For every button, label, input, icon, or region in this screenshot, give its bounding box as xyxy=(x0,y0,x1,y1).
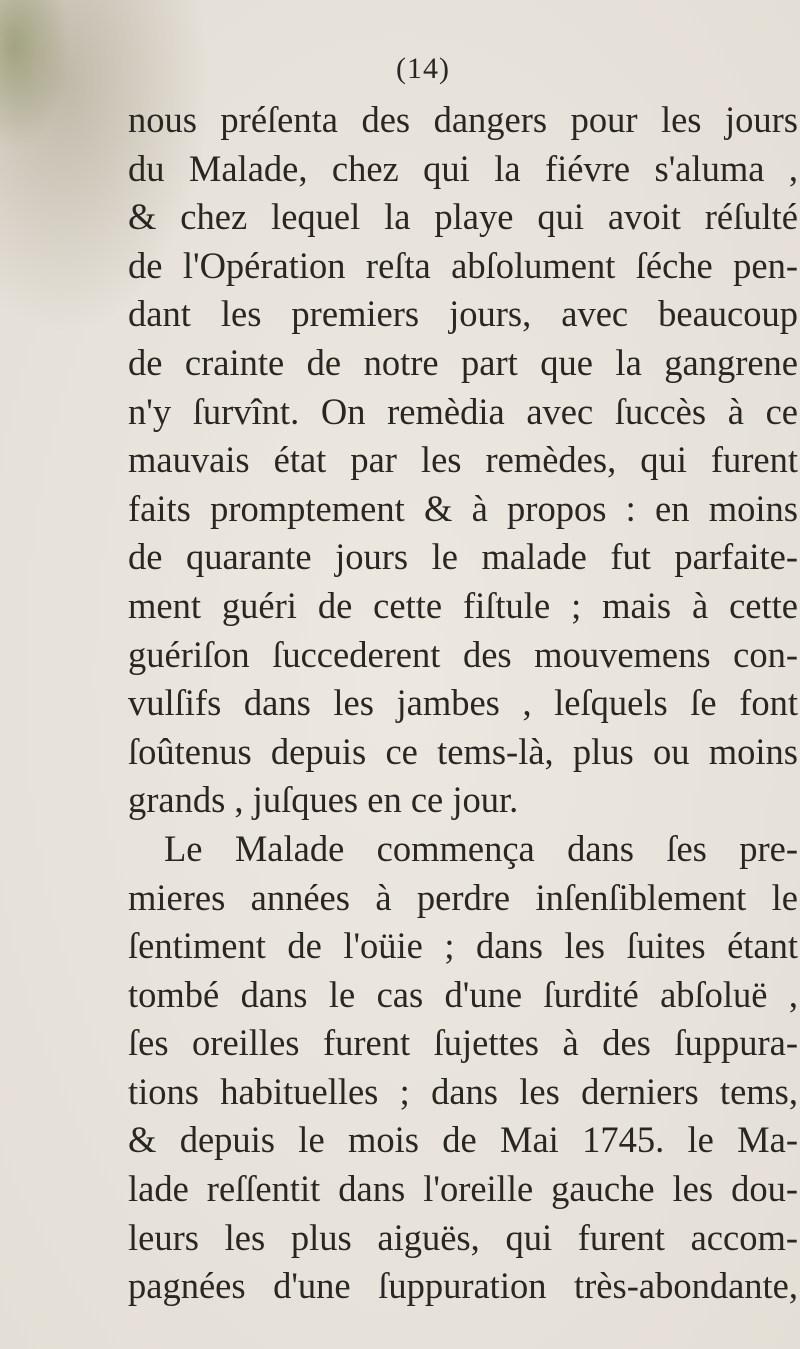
body-text xyxy=(128,96,798,1311)
text-line: n'y ſurvînt. On remèdia avec ſuccès à ce xyxy=(128,390,798,432)
text-line: ment guéri de cette fiſtule ; mais à cette xyxy=(128,584,798,626)
text-line: guériſon ſuccederent des mouvemens con- xyxy=(128,633,798,675)
page-stain xyxy=(0,0,70,150)
text-line: lade reſſentit dans l'oreille gauche les dou- xyxy=(128,1168,798,1210)
text-line: Le Malade commença dans ſes pre- xyxy=(164,827,798,869)
text-line: du Malade, chez qui la fiévre s'aluma , xyxy=(128,147,798,189)
text-line: ſentiment de l'oüie ; dans les ſuites étant xyxy=(128,925,798,967)
text-line: & chez lequel la playe qui avoit réſulté xyxy=(128,196,798,238)
page-number: (14) xyxy=(396,52,450,85)
text-line: faits promptement & à propos : en moins xyxy=(128,487,798,529)
text-line: pagnées d'une ſuppuration très-abondante, xyxy=(128,1265,798,1307)
text-line: leurs les plus aiguës, qui furent accom- xyxy=(128,1216,798,1258)
text-line: ſoûtenus depuis ce tems-là, plus ou moins xyxy=(128,730,798,772)
text-line: de quarante jours le malade fut parfaite- xyxy=(128,536,798,578)
text-line: grands , juſques en ce jour. xyxy=(128,779,519,821)
text-line: tombé dans le cas d'une ſurdité abſoluë , xyxy=(128,973,798,1015)
text-line: de l'Opération reſta abſolument ſéche pen- xyxy=(128,244,798,286)
text-line: de crainte de notre part que la gangrene xyxy=(128,341,798,383)
text-line: ſes oreilles furent ſujettes à des ſuppura- xyxy=(128,1022,798,1064)
text-line: mieres années à perdre inſenſiblement le xyxy=(128,876,798,918)
text-line: & depuis le mois de Mai 1745. le Ma- xyxy=(128,1119,798,1161)
text-line: nous préſenta des dangers pour les jours xyxy=(128,99,798,140)
text-line: vulſifs dans les jambes , leſquels ſe font xyxy=(128,682,798,724)
text-line: tions habituelles ; dans les derniers tems, xyxy=(128,1070,798,1112)
text-line: dant les premiers jours, avec beaucoup xyxy=(128,293,798,335)
text-line: mauvais état par les remèdes, qui furent xyxy=(128,439,798,481)
